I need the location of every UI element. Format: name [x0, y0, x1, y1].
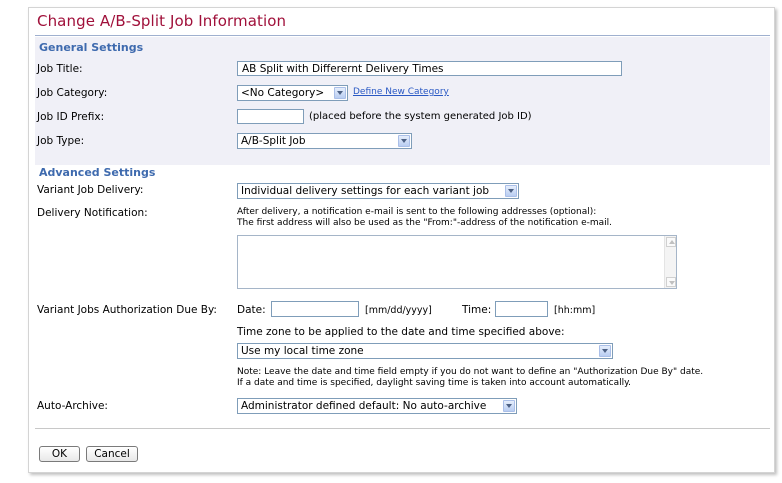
bottom-divider — [35, 428, 770, 429]
date-format-hint: [mm/dd/yyyy] — [365, 305, 432, 316]
page-title: Change A/B-Split Job Information — [37, 12, 287, 30]
job-type-label: Job Type: — [37, 135, 85, 147]
job-type-select[interactable] — [237, 133, 412, 149]
job-category-label: Job Category: — [37, 87, 108, 99]
advanced-settings-heading: Advanced Settings — [39, 166, 156, 179]
time-input[interactable] — [495, 301, 548, 317]
timezone-select[interactable] — [237, 343, 613, 359]
authorization-note-1: Note: Leave the date and time field empty if you do not want to define an "Authorization Due By" date. — [237, 367, 704, 377]
general-settings-heading: General Settings — [39, 41, 144, 54]
define-new-category-link[interactable]: Define New Category — [353, 87, 449, 97]
scroll-up-icon[interactable] — [666, 237, 676, 247]
chevron-down-icon — [599, 345, 611, 357]
job-title-label: Job Title: — [37, 63, 83, 75]
job-info-panel — [28, 7, 775, 473]
variant-job-delivery-value: Individual delivery settings for each variant job — [241, 185, 490, 197]
timezone-caption: Time zone to be applied to the date and time specified above: — [237, 326, 565, 338]
variant-job-delivery-select[interactable] — [237, 183, 519, 199]
cancel-button[interactable]: Cancel — [86, 446, 138, 462]
notification-description-2: The first address will also be used as the "From:"-address of the notification e-mail. — [237, 218, 613, 228]
timezone-value: Use my local time zone — [241, 345, 364, 357]
job-id-prefix-hint: (placed before the system generated Job ID) — [309, 111, 532, 122]
textarea-scrollbar[interactable] — [664, 236, 676, 288]
chevron-down-icon — [503, 400, 515, 412]
ok-button[interactable]: OK — [39, 446, 80, 462]
chevron-down-icon — [334, 87, 346, 99]
date-input[interactable] — [271, 301, 359, 317]
time-format-hint: [hh:mm] — [554, 305, 596, 316]
variant-job-delivery-label: Variant Job Delivery: — [37, 184, 144, 196]
job-id-prefix-input[interactable] — [237, 109, 304, 124]
authorization-note-2: If a date and time is specified, daylight saving time is taken into account automatically. — [237, 378, 631, 388]
title-divider — [35, 35, 770, 36]
job-id-prefix-label: Job ID Prefix: — [37, 111, 105, 123]
authorization-due-label: Variant Jobs Authorization Due By: — [37, 304, 217, 316]
job-category-select[interactable] — [237, 85, 348, 101]
job-title-input[interactable]: AB Split with Differernt Delivery Times — [237, 61, 622, 76]
auto-archive-label: Auto-Archive: — [37, 400, 108, 412]
date-label: Date: — [237, 304, 266, 316]
chevron-down-icon — [398, 135, 410, 147]
delivery-notification-label: Delivery Notification: — [37, 207, 148, 219]
chevron-down-icon — [505, 185, 517, 197]
auto-archive-value: Administrator defined default: No auto-archive — [241, 400, 487, 412]
time-label: Time: — [462, 304, 492, 316]
job-type-value: A/B-Split Job — [241, 135, 306, 147]
scroll-down-icon[interactable] — [666, 277, 676, 287]
notification-addresses-textarea[interactable] — [237, 235, 677, 289]
auto-archive-select[interactable] — [237, 398, 517, 414]
notification-description-1: After delivery, a notification e-mail is sent to the following addresses (optional): — [237, 207, 597, 217]
job-category-value: <No Category> — [241, 87, 325, 99]
